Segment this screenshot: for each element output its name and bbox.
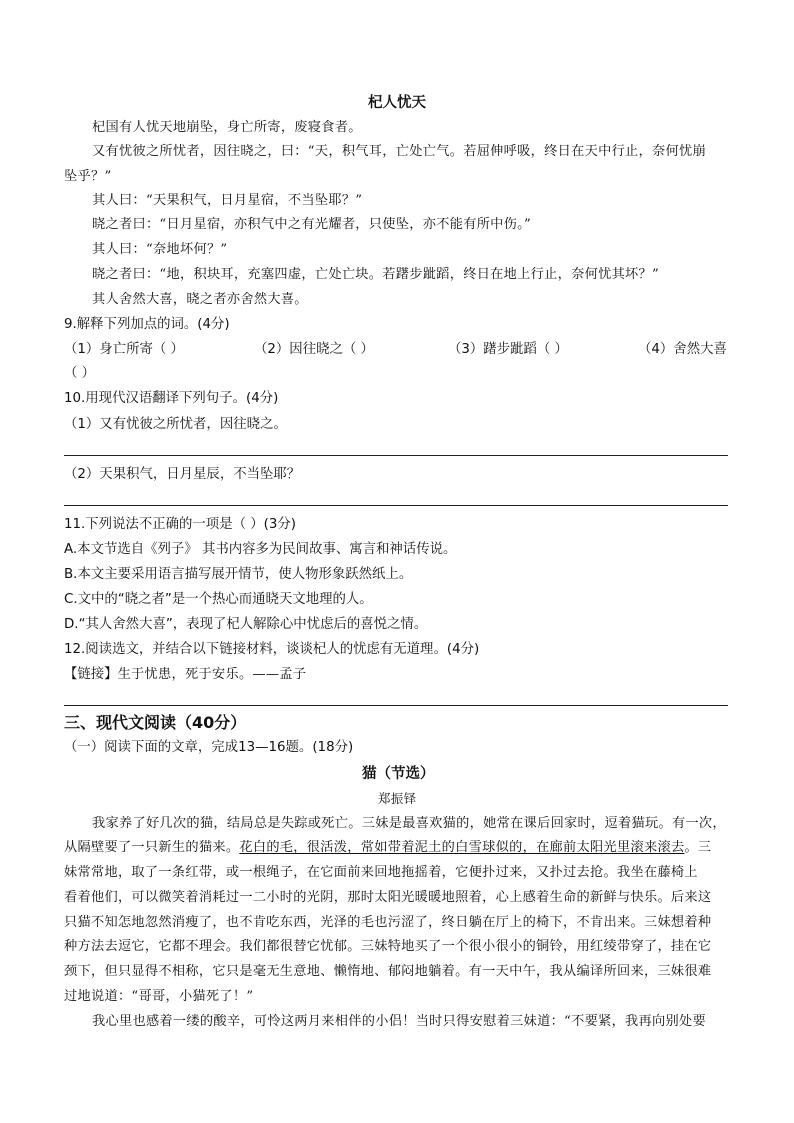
passage-line: 看着他们，可以微笑着消耗过一二小时的光阴，那时太阳光暖暖地照着，心上感着生命的新鲜与快乐。后来这 bbox=[64, 890, 712, 905]
passage-line: 其人曰：“奈地坏何？” bbox=[92, 242, 228, 257]
passage-line: 只猫不知怎地忽然消瘦了，也不肯吃东西，光泽的毛也污涩了，终日躺在厅上的椅下，不肯出来。三妹想着种 bbox=[64, 915, 712, 930]
passage-text: 从隔壁要了一只新生的猫来。 bbox=[64, 840, 240, 855]
passage-line: 我家养了好几次的猫，结局总是失踪或死亡。三妹是最喜欢猫的，她常在课后回家时，逗着猫玩。有一次， bbox=[92, 816, 726, 831]
passage-line: 我心里也感着一缕的酸辛，可怜这两月来相伴的小侣！当时只得安慰着三妹道：“不要紧，我再向别处要 bbox=[92, 1014, 706, 1029]
passage-text: 。三 bbox=[684, 840, 712, 855]
underlined-sentence: 花白的毛，很活泼，常如带着泥土的白雪球似的，在廊前太阳光里滚来滚去 bbox=[239, 840, 685, 855]
question-9-item-3: （3）躇步跐蹈（ ） bbox=[448, 342, 568, 357]
passage-line: 又有忧彼之所忧者，因往晓之，曰：“天，积气耳，亡处亡气。若屈伸呼吸，终日在天中行止，奈何忧崩 bbox=[92, 144, 706, 159]
question-10-item-1: （1）又有忧彼之所忧者，因往晓之。 bbox=[64, 417, 287, 432]
question-11-stem: 11.下列说法不正确的一项是（ ）(3分) bbox=[64, 517, 296, 532]
section-heading: 三、现代文阅读（40分） bbox=[64, 713, 247, 732]
question-9-stem: 9.解释下列加点的词。(4分) bbox=[64, 317, 230, 332]
question-9-item-4: （4）舍然大喜 bbox=[638, 342, 727, 357]
passage-line: 其人舍然大喜，晓之者亦舍然大喜。 bbox=[92, 292, 308, 307]
link-tag: 【链接】 bbox=[64, 667, 118, 682]
question-9-item-4-blank: （ ） bbox=[64, 366, 96, 381]
question-11-option-a: A.本文节选自《列子》 其书内容多为民间故事、寓言和神话传说。 bbox=[64, 542, 457, 557]
passage-author: 郑振铎 bbox=[378, 791, 417, 806]
passage-line: 其人曰：“天果积气，日月星宿，不当坠耶？” bbox=[92, 193, 363, 208]
passage-line: 妹常常地，取了一条红带，或一根绳子，在它面前来回地拖摇着，它便扑过来，又扑过去抢。我坐在藤椅上 bbox=[64, 865, 698, 880]
answer-line[interactable] bbox=[64, 705, 728, 706]
question-10-item-2: （2）天果积气，日月星辰，不当坠耶？ bbox=[64, 467, 301, 482]
answer-line[interactable] bbox=[64, 455, 728, 456]
passage-line: 种方法去逗它，它都不理会。我们都很替它忧郁。三妹特地买了一个很小很小的铜铃，用红绫带穿了，挂在它 bbox=[64, 939, 712, 954]
answer-line[interactable] bbox=[64, 505, 728, 506]
question-11-option-c: C.文中的“晓之者”是一个热心而通晓天文地理的人。 bbox=[64, 592, 373, 607]
link-quote: 生于忧患，死于安乐。——孟子 bbox=[117, 667, 307, 682]
passage-line: 坠乎？” bbox=[64, 169, 112, 184]
question-9-item-2: （2）因往晓之（ ） bbox=[254, 342, 374, 357]
passage-line: 杞国有人忧天地崩坠，身亡所寄，废寝食者。 bbox=[92, 120, 362, 135]
passage-title: 猫（节选） bbox=[362, 766, 435, 782]
passage-line: 晓之者曰：“地，积块耳，充塞四虚，亡处亡块。若躇步跐蹈，终日在地上行止，奈何忧其坏？” bbox=[92, 267, 660, 282]
section-subheading: （一）阅读下面的文章，完成13—16题。(18分) bbox=[64, 740, 354, 755]
passage-title: 杞人忧天 bbox=[368, 95, 426, 111]
passage-line: 晓之者曰：“日月星宿，亦积气中之有光耀者，只使坠，亦不能有所中伤。” bbox=[92, 217, 532, 232]
question-10-stem: 10.用现代汉语翻译下列句子。(4分) bbox=[64, 391, 279, 406]
question-9-item-1: （1）身亡所寄（ ） bbox=[64, 342, 184, 357]
question-12-stem: 12.阅读选文，并结合以下链接材料，谈谈杞人的忧虑有无道理。(4分) bbox=[64, 642, 480, 657]
passage-line: 过地说道：“哥哥，小猫死了！” bbox=[64, 989, 254, 1004]
question-11-option-b: B.本文主要采用语言描写展开情节，使人物形象跃然纸上。 bbox=[64, 567, 413, 582]
question-11-option-d: D.“其人舍然大喜”，表现了杞人解除心中忧虑后的喜悦之情。 bbox=[64, 617, 428, 632]
link-material bbox=[64, 666, 306, 684]
passage-line bbox=[64, 839, 711, 857]
passage-line: 颈下，但只显得不相称，它只是毫无生意地、懒惰地、郁闷地躺着。有一天中午，我从编译所回来，三妹很难 bbox=[64, 964, 712, 979]
